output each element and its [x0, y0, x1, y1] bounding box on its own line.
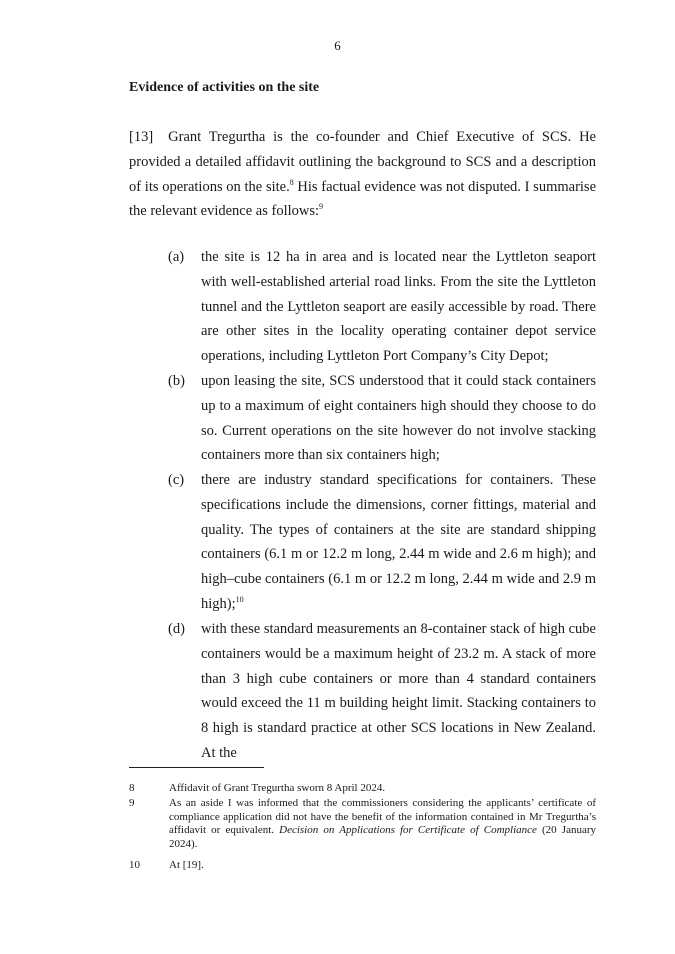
paragraph-text-1: Grant Tregurtha is the co-founder and Chief Executive of SCS. He provided a detailed affidavit outlining the background to SCS and a description of its operations on the site.: [129, 129, 596, 195]
section-heading: Evidence of activities on the site: [129, 80, 320, 95]
footnote-text-tail: (20 January 2024).: [169, 824, 596, 850]
list-item-label: (a): [168, 249, 185, 265]
list-item-text: with these standard measurements an 8-container stack of high cube containers would be a maximum height of 23.2 m. A stack of more than 3 high cube containers or more than 4 standard containers would exceed the 11 m building height limit. Stacking containers to 8 high is standard practice at other SCS locations in New Zealand. At the: [201, 621, 596, 761]
footnote-ref-8[interactable]: 8: [289, 177, 294, 187]
list-item-label: (d): [168, 621, 185, 637]
footnote-number: 8: [129, 782, 135, 794]
footnote-text-body: As an aside I was informed that the commissioners considering the applicants’ certificate of compliance application did not have the benefit of the information contained in Mr Tregurtha’s affidavit or equivalent.: [169, 797, 596, 837]
footnote-number: 10: [129, 859, 140, 871]
list-item-text: [201, 468, 596, 617]
page-number: 6: [334, 38, 341, 53]
footnote-ref-9[interactable]: 9: [319, 202, 324, 212]
paragraph-number: [13]: [129, 129, 154, 145]
footnote-ref-10[interactable]: 10: [235, 595, 244, 605]
footnote-citation: Decision on Applications for Certificate of Compliance: [279, 824, 537, 837]
list-item-text: upon leasing the site, SCS understood that it could stack containers up to a maximum of eight containers high should they choose to do so. Current operations on the site however do not involve stacking containers more than six containers high;: [201, 373, 596, 464]
paragraph-text-2: His factual evidence was not disputed. I summarise the relevant evidence as follows:: [129, 178, 596, 220]
list-item-label: (b): [168, 373, 185, 389]
footnote-text: Affidavit of Grant Tregurtha sworn 8 April 2024.: [169, 782, 386, 794]
list-item-text-body: there are industry standard specifications for containers. These specifications include the dimensions, corner fittings, material and quality. The types of containers at the site are standard shipping containers (6.1 m or 12.2 m long, 2.44 m wide and 2.6 m high); and high–cube containers (6.1 m or 12.2 m long, 2.44 m wide and 2.9 m high);: [201, 472, 596, 612]
footnote-text: [169, 797, 596, 851]
footnote-divider: [129, 767, 264, 768]
list-item-text: the site is 12 ha in area and is located near the Lyttleton seaport with well-established arterial road links. From the site the Lyttleton tunnel and the Lyttleton seaport are easily accessible by road. There are other sites in the locality operating container depot service operations, including Lyttleton Port Company’s City Depot;: [201, 249, 596, 365]
list-item-label: (c): [168, 472, 185, 488]
footnote-text: At [19].: [169, 859, 204, 871]
footnote-number: 9: [129, 797, 135, 809]
paragraph-13: [129, 125, 596, 224]
